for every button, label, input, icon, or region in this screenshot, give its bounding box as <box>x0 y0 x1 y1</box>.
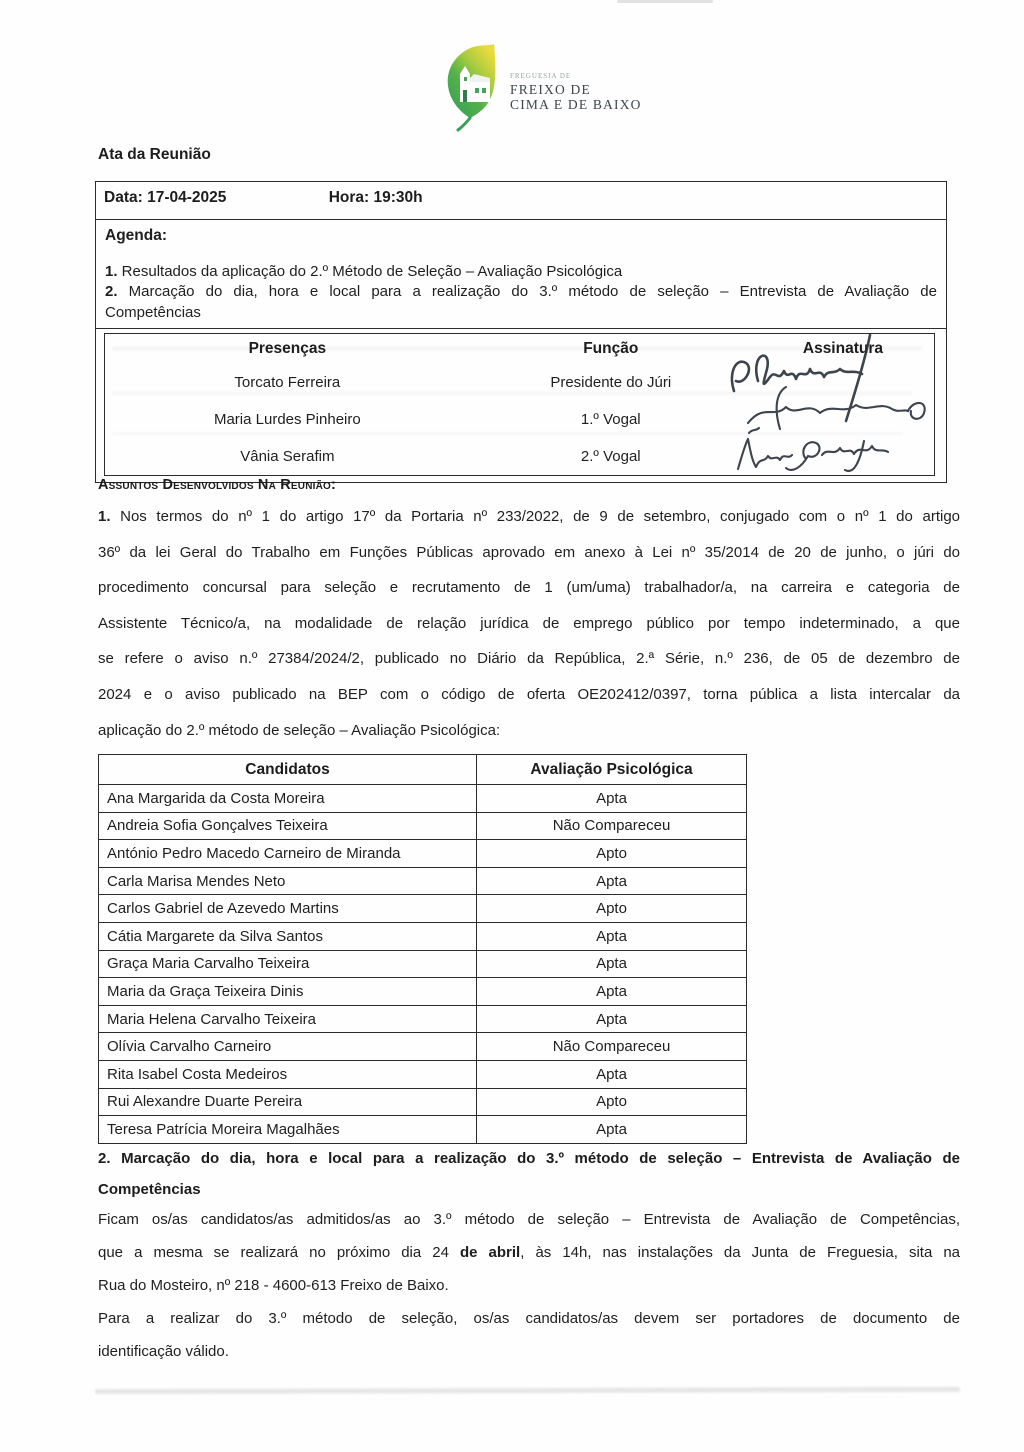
attendance-table <box>104 333 935 476</box>
attendee-name: Maria Lurdes Pinheiro <box>213 411 361 429</box>
attendee-role: Presidente do Júri <box>550 374 672 392</box>
scan-smudge <box>617 0 713 3</box>
candidates-header-result: Avaliação Psicológica <box>477 755 747 785</box>
agenda-line: Competências <box>105 303 201 321</box>
parish-logo-graphic <box>430 44 660 134</box>
candidate-row <box>99 1005 747 1033</box>
candidate-name: Cátia Margarete da Silva Santos <box>99 922 477 950</box>
attendee-signature-cell <box>752 401 935 438</box>
attendee-role: 1.º Vogal <box>580 411 641 429</box>
candidate-row <box>99 978 747 1006</box>
body-line: identificação válido. <box>98 1343 229 1360</box>
body-line: Rua do Mosteiro, nº 218 - 4600-613 Freixo de Baixo. <box>98 1277 449 1294</box>
date-value: 17-04-2025 <box>147 189 227 206</box>
attendance-header-row <box>105 334 935 365</box>
date-time-row <box>96 182 946 220</box>
candidate-name: Graça Maria Carvalho Teixeira <box>99 950 477 978</box>
meeting-header-table <box>95 181 947 483</box>
candidate-name: Rita Isabel Costa Medeiros <box>99 1060 477 1088</box>
candidates-table-wrap <box>98 754 747 1144</box>
attendance-section <box>96 329 946 482</box>
logo-org-name-line1: FREIXO DE <box>510 82 591 97</box>
candidate-name: Carlos Gabriel de Azevedo Martins <box>99 895 477 923</box>
candidate-row <box>99 785 747 813</box>
candidate-row <box>99 950 747 978</box>
candidates-header-name: Candidatos <box>99 755 477 785</box>
body-line: que a mesma se realizará no próximo dia 24 de abril, às 14h, nas instalações da Junta de Freguesia, sita na <box>98 1244 961 1261</box>
body-line: Para a realizar do 3.º método de seleção, os/as candidatos/as devem ser portadores de documento de <box>98 1310 960 1327</box>
logo-org-name-line2: CIMA E DE BAIXO <box>510 97 642 112</box>
attendee-name: Vânia Serafim <box>240 448 335 466</box>
paragraph-line: 1. Nos termos do nº 1 do artigo 17º da Portaria nº 233/2022, de 9 de setembro, conjugado com o nº 1 do artigo <box>98 508 960 525</box>
candidate-row <box>99 1060 747 1088</box>
attendance-header-funcao: Função <box>583 340 639 358</box>
paragraph-line: Assistente Técnico/a, na modalidade de relação jurídica de emprego público por tempo indeterminado, a que <box>98 614 960 632</box>
attendee-signature-cell <box>752 438 935 476</box>
candidates-table <box>98 754 747 1144</box>
heading-line: Competências <box>98 1181 201 1198</box>
candidate-result: Não Compareceu <box>477 812 747 840</box>
paragraph-line: se refere o aviso n.º 27384/2024/2, publicado no Diário da República, 2.ª Série, n.º 236, de 05 de dezembro de <box>98 650 960 668</box>
scan-smudge <box>95 1387 960 1394</box>
meeting-date <box>104 189 226 207</box>
paragraph-line: 36º da lei Geral do Trabalho em Funções Públicas aprovado em anexo à Lei nº 35/2014 de 20 de junho, o júri do <box>98 543 960 561</box>
attendance-header-assinatura: Assinatura <box>802 340 883 358</box>
agenda-line: 1. Resultados da aplicação do 2.º Método de Seleção – Avaliação Psicológica <box>105 263 623 280</box>
candidate-result: Apto <box>477 895 747 923</box>
candidate-row <box>99 867 747 895</box>
agenda-label: Agenda: <box>105 227 167 244</box>
document-title: Ata da Reunião <box>98 146 211 163</box>
candidate-result: Apta <box>477 867 747 895</box>
candidate-result: Apta <box>477 922 747 950</box>
body-line: Ficam os/as candidatos/as admitidos/as ao 3.º método de seleção – Entrevista de Avaliação de Competências, <box>98 1211 960 1228</box>
attendee-signature-cell <box>752 364 935 401</box>
logo-org-prefix: FREGUESIA DE <box>510 72 572 80</box>
paragraph-line: aplicação do 2.º método de seleção – Avaliação Psicológica: <box>98 721 501 739</box>
candidate-name: Olívia Carvalho Carneiro <box>99 1033 477 1061</box>
candidate-name: Maria da Graça Teixeira Dinis <box>99 978 477 1006</box>
attendee-role: 2.º Vogal <box>580 448 641 466</box>
paragraph-line: procedimento concursal para seleção e recrutamento de 1 (um/uma) trabalhador/a, na carreira e categoria de <box>98 579 960 597</box>
paragraph-line: 2024 e o aviso publicado na BEP com o código de oferta OE202412/0397, torna pública a lista intercalar da <box>98 685 960 703</box>
section2-body <box>98 1203 960 1368</box>
section2-heading <box>98 1143 960 1205</box>
attendance-row <box>105 401 935 438</box>
time-value: 19:30h <box>373 189 423 206</box>
candidate-result: Apto <box>477 1088 747 1116</box>
candidate-row <box>99 895 747 923</box>
meeting-time <box>329 189 423 207</box>
attendee-name: Torcato Ferreira <box>234 374 341 392</box>
candidate-name: Maria Helena Carvalho Teixeira <box>99 1005 477 1033</box>
candidate-name: Rui Alexandre Duarte Pereira <box>99 1088 477 1116</box>
candidate-result: Apta <box>477 1005 747 1033</box>
date-label: Data: <box>104 189 143 206</box>
agenda-section <box>96 220 946 329</box>
candidate-result: Não Compareceu <box>477 1033 747 1061</box>
candidate-row <box>99 840 747 868</box>
topics-heading: Assuntos Desenvolvidos Na Reunião: <box>98 477 337 493</box>
candidate-name: Ana Margarida da Costa Moreira <box>99 785 477 813</box>
candidate-name: Teresa Patrícia Moreira Magalhães <box>99 1116 477 1144</box>
attendance-row <box>105 438 935 476</box>
candidate-row <box>99 812 747 840</box>
candidate-name: Andreia Sofia Gonçalves Teixeira <box>99 812 477 840</box>
attendance-row <box>105 364 935 401</box>
agenda-line: 2. Marcação do dia, hora e local para a realização do 3.º método de seleção – Entrevista de Avaliação de <box>105 283 937 301</box>
candidate-result: Apta <box>477 785 747 813</box>
candidate-row <box>99 922 747 950</box>
candidate-result: Apta <box>477 950 747 978</box>
time-label: Hora: <box>328 189 370 206</box>
candidate-name: António Pedro Macedo Carneiro de Miranda <box>99 840 477 868</box>
candidate-row <box>99 1088 747 1116</box>
attendance-header-presencas: Presenças <box>248 340 327 358</box>
candidate-result: Apta <box>477 978 747 1006</box>
candidate-name: Carla Marisa Mendes Neto <box>99 867 477 895</box>
agenda-items <box>105 262 937 323</box>
section1-paragraph <box>98 499 960 748</box>
candidates-header-row <box>99 755 747 785</box>
parish-logo <box>430 44 660 134</box>
candidate-result: Apta <box>477 1060 747 1088</box>
heading-line: 2. Marcação do dia, hora e local para a realização do 3.º método de seleção – Entrevista de Avaliação de <box>98 1150 960 1167</box>
candidate-result: Apto <box>477 840 747 868</box>
candidate-row <box>99 1033 747 1061</box>
candidate-result: Apta <box>477 1116 747 1144</box>
candidate-row <box>99 1116 747 1144</box>
